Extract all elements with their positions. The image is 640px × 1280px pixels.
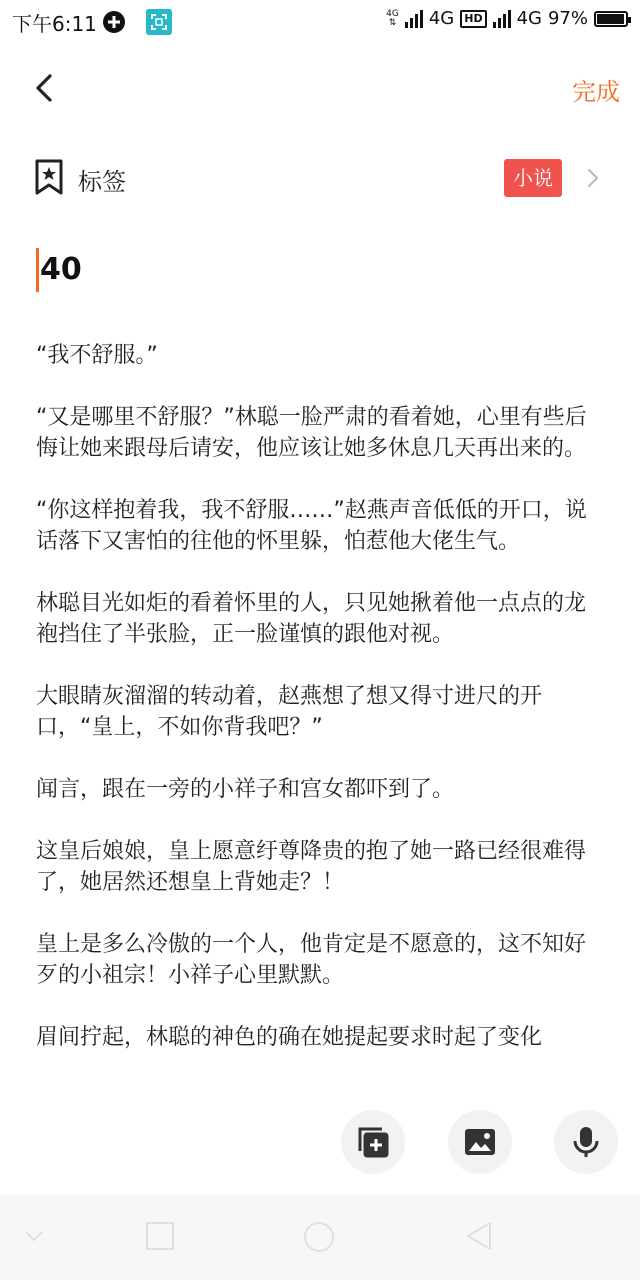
note-paragraph: 眉间拧起，林聪的神色的确在她提起要求时起了变化 — [36, 1025, 543, 1050]
network-label-1: 4G — [428, 8, 455, 29]
text-cursor — [36, 248, 39, 292]
hd-badge: HD — [460, 10, 486, 28]
signal-icon — [405, 10, 423, 28]
add-copy-icon — [356, 1125, 390, 1159]
signal-icon-2 — [493, 10, 511, 28]
battery-percent: 97% — [547, 8, 588, 29]
note-paragraph: “又是哪里不舒服？”林聪一脸严肃的看着她，心里有些后悔让她来跟母后请安，他应该让她多休息几天再出来的。 — [36, 405, 587, 461]
nav-home-icon[interactable] — [302, 1220, 336, 1254]
note-title[interactable]: 40 — [40, 252, 82, 287]
add-copy-button[interactable] — [341, 1110, 405, 1174]
insert-image-button[interactable] — [448, 1110, 512, 1174]
navigation-bar — [0, 1194, 640, 1280]
scan-icon — [146, 9, 172, 35]
chevron-right-icon — [584, 166, 602, 190]
note-paragraph: 闻言，跟在一旁的小祥子和宫女都吓到了。 — [36, 777, 455, 802]
bookmark-star-icon — [34, 158, 64, 196]
battery-icon — [594, 11, 628, 27]
done-button[interactable]: 完成 — [572, 78, 620, 106]
add-circle-icon — [102, 10, 126, 34]
microphone-icon — [569, 1125, 603, 1159]
tag-row[interactable] — [0, 150, 640, 210]
note-paragraph: 林聪目光如炬的看着怀里的人，只见她揪着他一点点的龙袍挡住了半张脸，正一脸谨慎的跟他对视。 — [36, 591, 587, 647]
note-paragraph: 大眼睛灰溜溜的转动着，赵燕想了想又得寸进尺的开口，“皇上，不如你背我吧？” — [36, 684, 543, 740]
note-paragraph: “我不舒服。” — [36, 343, 158, 368]
status-bar — [0, 0, 640, 44]
image-icon — [463, 1125, 497, 1159]
status-time: 下午6:11 — [12, 12, 97, 36]
note-paragraph: 这皇后娘娘，皇上愿意纡尊降贵的抱了她一路已经很难得了，她居然还想皇上背她走？！ — [36, 839, 587, 895]
nav-down-icon[interactable] — [22, 1228, 46, 1244]
status-indicators — [386, 8, 628, 29]
note-paragraph: “你这样抱着我，我不舒服……”赵燕声音低低的开口，说话落下又害怕的往他的怀里躲，怕惹他大佬生气。 — [36, 498, 587, 554]
back-arrow-icon[interactable] — [30, 70, 62, 106]
tag-label: 标签 — [78, 168, 126, 196]
nav-recents-icon[interactable] — [144, 1220, 176, 1252]
voice-input-button[interactable] — [554, 1110, 618, 1174]
tag-chip[interactable]: 小说 — [504, 159, 562, 197]
note-body[interactable] — [36, 340, 596, 1090]
network-label-2: 4G — [516, 8, 542, 29]
network-small-label: 4G ⇅ — [386, 8, 399, 28]
nav-back-icon[interactable] — [464, 1220, 494, 1252]
note-paragraph: 皇上是多么冷傲的一个人，他肯定是不愿意的，这不知好歹的小祖宗！小祥子心里默默。 — [36, 932, 587, 988]
